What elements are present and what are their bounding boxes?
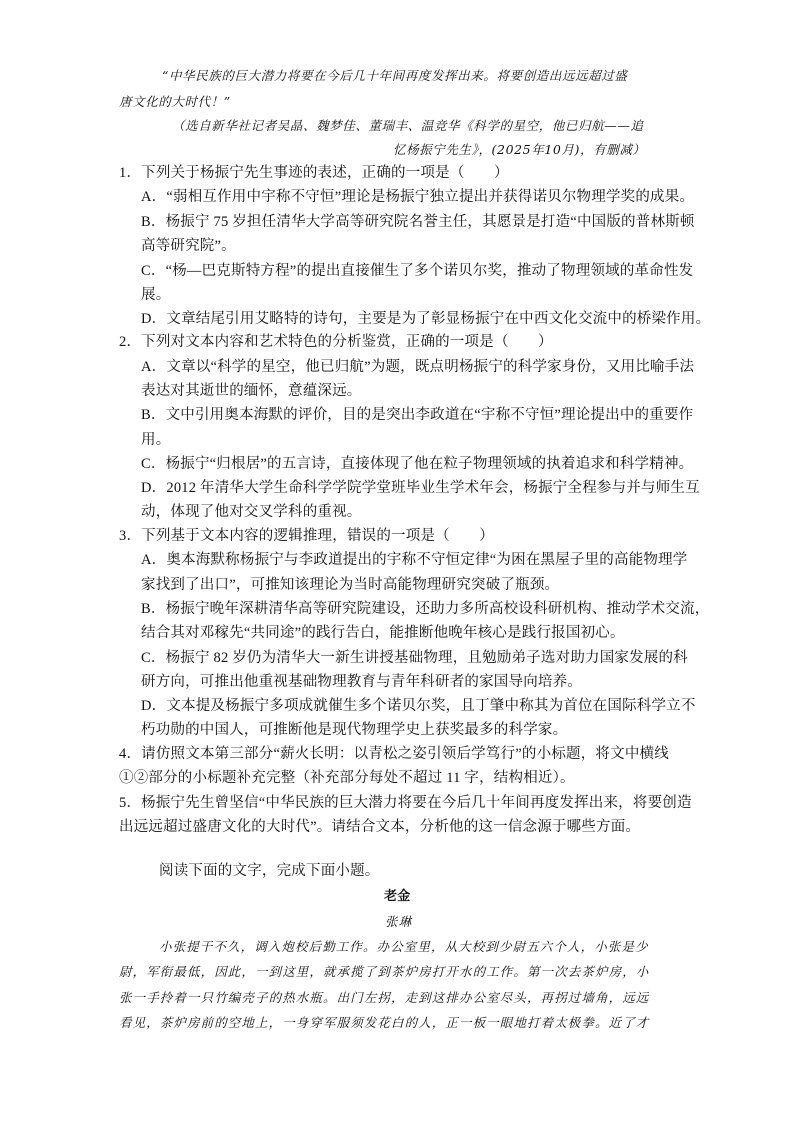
question-1-option-b-cont: 高等研究院”。 — [141, 238, 236, 254]
passage-line-1: 小张提干不久，调入炮校后勤工作。办公室里，从大校到少尉五六个人，小张是少 — [159, 939, 649, 954]
question-3-option-b: B．杨振宁晚年深耕清华高等研究院建设，还助力多所高校设科研机构、推动学术交流， — [141, 601, 710, 617]
quote-line-1: “中华民族的巨大潜力将要在今后几十年间再度发挥出来。将要创造出远远超过盛 — [162, 68, 628, 83]
passage-author: 张琳 — [385, 914, 413, 929]
passage-line-4: 看见，茶炉房前的空地上，一身穿军服须发花白的人，正一板一眼地打着太极拳。近了才 — [119, 1015, 650, 1030]
question-1-option-d: D．文章结尾引用艾略特的诗句，主要是为了彰显杨振宁在中西文化交流中的桥梁作用。 — [141, 311, 711, 327]
question-1-option-c: C．“杨—巴克斯特方程”的提出直接催生了多个诺贝尔奖，推动了物理领域的革命性发 — [141, 263, 694, 279]
question-2-option-a-cont: 表达对其逝世的缅怀，意蕴深远。 — [141, 383, 362, 399]
question-3-option-d: D．文本提及杨振宁多项成就催生多个诺贝尔奖，且丁肇中称其为首位在国际科学立不 — [141, 698, 696, 714]
question-5-stem-cont: 出远远超过盛唐文化的大时代”。请结合文本，分析他的这一信念源于哪些方面。 — [119, 819, 641, 835]
passage-line-3: 张一手拎着一只竹编壳子的热水瓶。出门左拐，走到这排办公室尽头，再拐过墙角，远远 — [119, 990, 650, 1005]
question-2-option-a: A．文章以“科学的星空，他已归航”为题，既点明杨振宁的科学家身份，又用比喻手法 — [141, 359, 695, 375]
question-2-option-d: D．2012 年清华大学生命科学学院学堂班毕业生学术年会，杨振宁全程参与并与师生互 — [141, 480, 700, 496]
question-2-option-c: C．杨振宁“归根居”的五言诗，直接体现了他在粒子物理领域的执着追求和科学精神。 — [141, 456, 694, 472]
question-3-option-c: C．杨振宁 82 岁仍为清华大一新生讲授基础物理，且勉励弟子选对助力国家发展的科 — [141, 650, 688, 666]
quote-line-2: 唐文化的大时代！” — [119, 94, 231, 109]
passage-line-2: 尉，军衔最低，因此，一到这里，就承揽了到茶炉房打开水的工作。第一次去茶炉房，小 — [119, 964, 650, 979]
question-3-stem: 3．下列基于文本内容的逻辑推理，错误的一项是（ ） — [119, 528, 494, 544]
question-4-stem: 4．请仿照文本第三部分“薪火长明：以青松之姿引领后学笃行”的小标题，将文中横线 — [119, 746, 669, 762]
question-1-option-b: B．杨振宁 75 岁担任清华大学高等研究院名誉主任，其愿景是打造“中国版的普林斯顿 — [141, 214, 695, 230]
question-1-stem: 1．下列关于杨振宁先生事迹的表述，正确的一项是（ ） — [119, 165, 509, 181]
question-4-stem-cont: ①②部分的小标题补充完整（补充部分每处不超过 11 字，结构相近）。 — [119, 770, 575, 786]
question-3-option-b-cont: 结合其对邓稼先“共同途”的践行告白，能推断他晚年核心是践行报国初心。 — [141, 625, 625, 641]
source-line-1: （选自新华社记者吴晶、魏梦佳、董瑞丰、温竞华《科学的星空，他已归航——追 — [172, 118, 644, 133]
question-5-stem: 5．杨振宁先生曾坚信“中华民族的巨大潜力将要在今后几十年间再度发挥出来，将要创造 — [119, 795, 692, 811]
question-3-option-d-cont: 朽功勋的中国人，可推断他是现代物理学史上获奖最多的科学家。 — [141, 722, 568, 738]
source-line-2: 忆杨振宁先生》，(2025年10月)，有删减） — [393, 142, 646, 157]
question-2-option-b: B．文中引用奥本海默的评价，目的是突出李政道在“宇称不守恒”理论提出中的重要作 — [141, 407, 694, 423]
question-1-option-a: A．“弱相互作用中宇称不守恒”理论是杨振宁独立提出并获得诺贝尔物理学奖的成果。 — [141, 189, 695, 205]
question-2-option-b-cont: 用。 — [141, 432, 171, 448]
question-3-option-a-cont: 家找到了出口”，可推知该理论为当时高能物理研究突破了瓶颈。 — [141, 577, 560, 593]
reading-instruction: 阅读下面的文字，完成下面小题。 — [159, 863, 380, 879]
passage-title: 老金 — [384, 889, 411, 904]
question-3-option-a: A．奥本海默称杨振宁与李政道提出的宇称不守恒定律“为困在黑屋子里的高能物理学 — [141, 552, 688, 568]
question-2-stem: 2．下列对文本内容和艺术特色的分析鉴赏，正确的一项是（ ） — [119, 334, 553, 350]
question-3-option-c-cont: 研方向，可推出他重视基础物理教育与青年科研者的家国导向培养。 — [141, 674, 582, 690]
question-1-option-c-cont: 展。 — [141, 287, 171, 303]
question-2-option-d-cont: 动，体现了他对交叉学科的重视。 — [141, 504, 362, 520]
